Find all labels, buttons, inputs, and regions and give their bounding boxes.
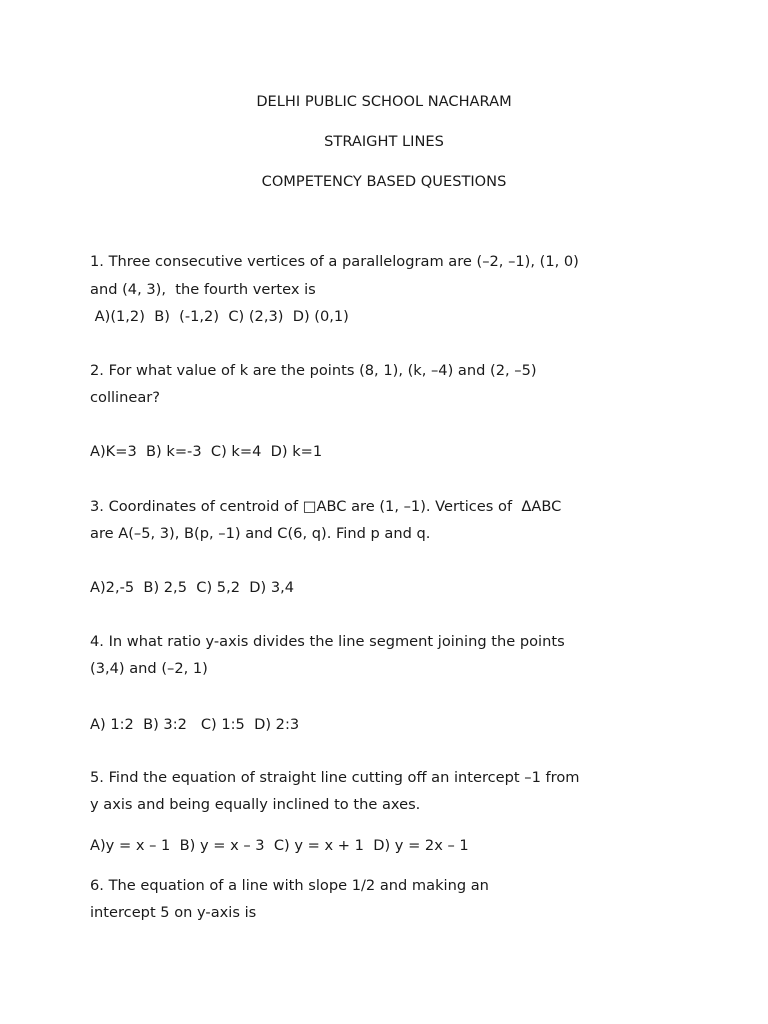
question-3-options: A)2,-5 B) 2,5 C) 5,2 D) 3,4 <box>90 579 295 596</box>
question-5-text-line-1: 5. Find the equation of straight line cutting off an intercept –1 from <box>90 769 580 786</box>
question-1-text-line-2: and (4, 3), the fourth vertex is <box>90 281 316 298</box>
question-5-options: A)y = x – 1 B) y = x – 3 C) y = x + 1 D) y = 2x – 1 <box>90 837 469 854</box>
topic-heading: STRAIGHT LINES <box>324 133 444 150</box>
question-4-text-line-1: 4. In what ratio y-axis divides the line segment joining the points <box>90 633 565 650</box>
question-3-text-line-2: are A(–5, 3), B(p, –1) and C(6, q). Find p and q. <box>90 525 431 542</box>
question-1-text-line-1: 1. Three consecutive vertices of a parallelogram are (–2, –1), (1, 0) <box>90 253 579 270</box>
question-3-text-line-1: 3. Coordinates of centroid of □ABC are (1, –1). Vertices of ΔABC <box>90 498 562 515</box>
subtitle-heading: COMPETENCY BASED QUESTIONS <box>261 173 507 190</box>
school-name-heading: DELHI PUBLIC SCHOOL NACHARAM <box>256 93 512 110</box>
question-5-text-line-2: y axis and being equally inclined to the axes. <box>90 796 421 813</box>
question-2-text-line-2: collinear? <box>90 389 161 406</box>
question-1-options: A)(1,2) B) (-1,2) C) (2,3) D) (0,1) <box>90 308 349 325</box>
question-2-text-line-1: 2. For what value of k are the points (8, 1), (k, –4) and (2, –5) <box>90 362 537 379</box>
question-6-text-line-2: intercept 5 on y-axis is <box>90 904 257 921</box>
question-6-text-line-1: 6. The equation of a line with slope 1/2 and making an <box>90 877 489 894</box>
question-4-text-line-2: (3,4) and (–2, 1) <box>90 660 208 677</box>
question-4-options: A) 1:2 B) 3:2 C) 1:5 D) 2:3 <box>90 716 300 733</box>
question-2-options: A)K=3 B) k=-3 C) k=4 D) k=1 <box>90 443 323 460</box>
